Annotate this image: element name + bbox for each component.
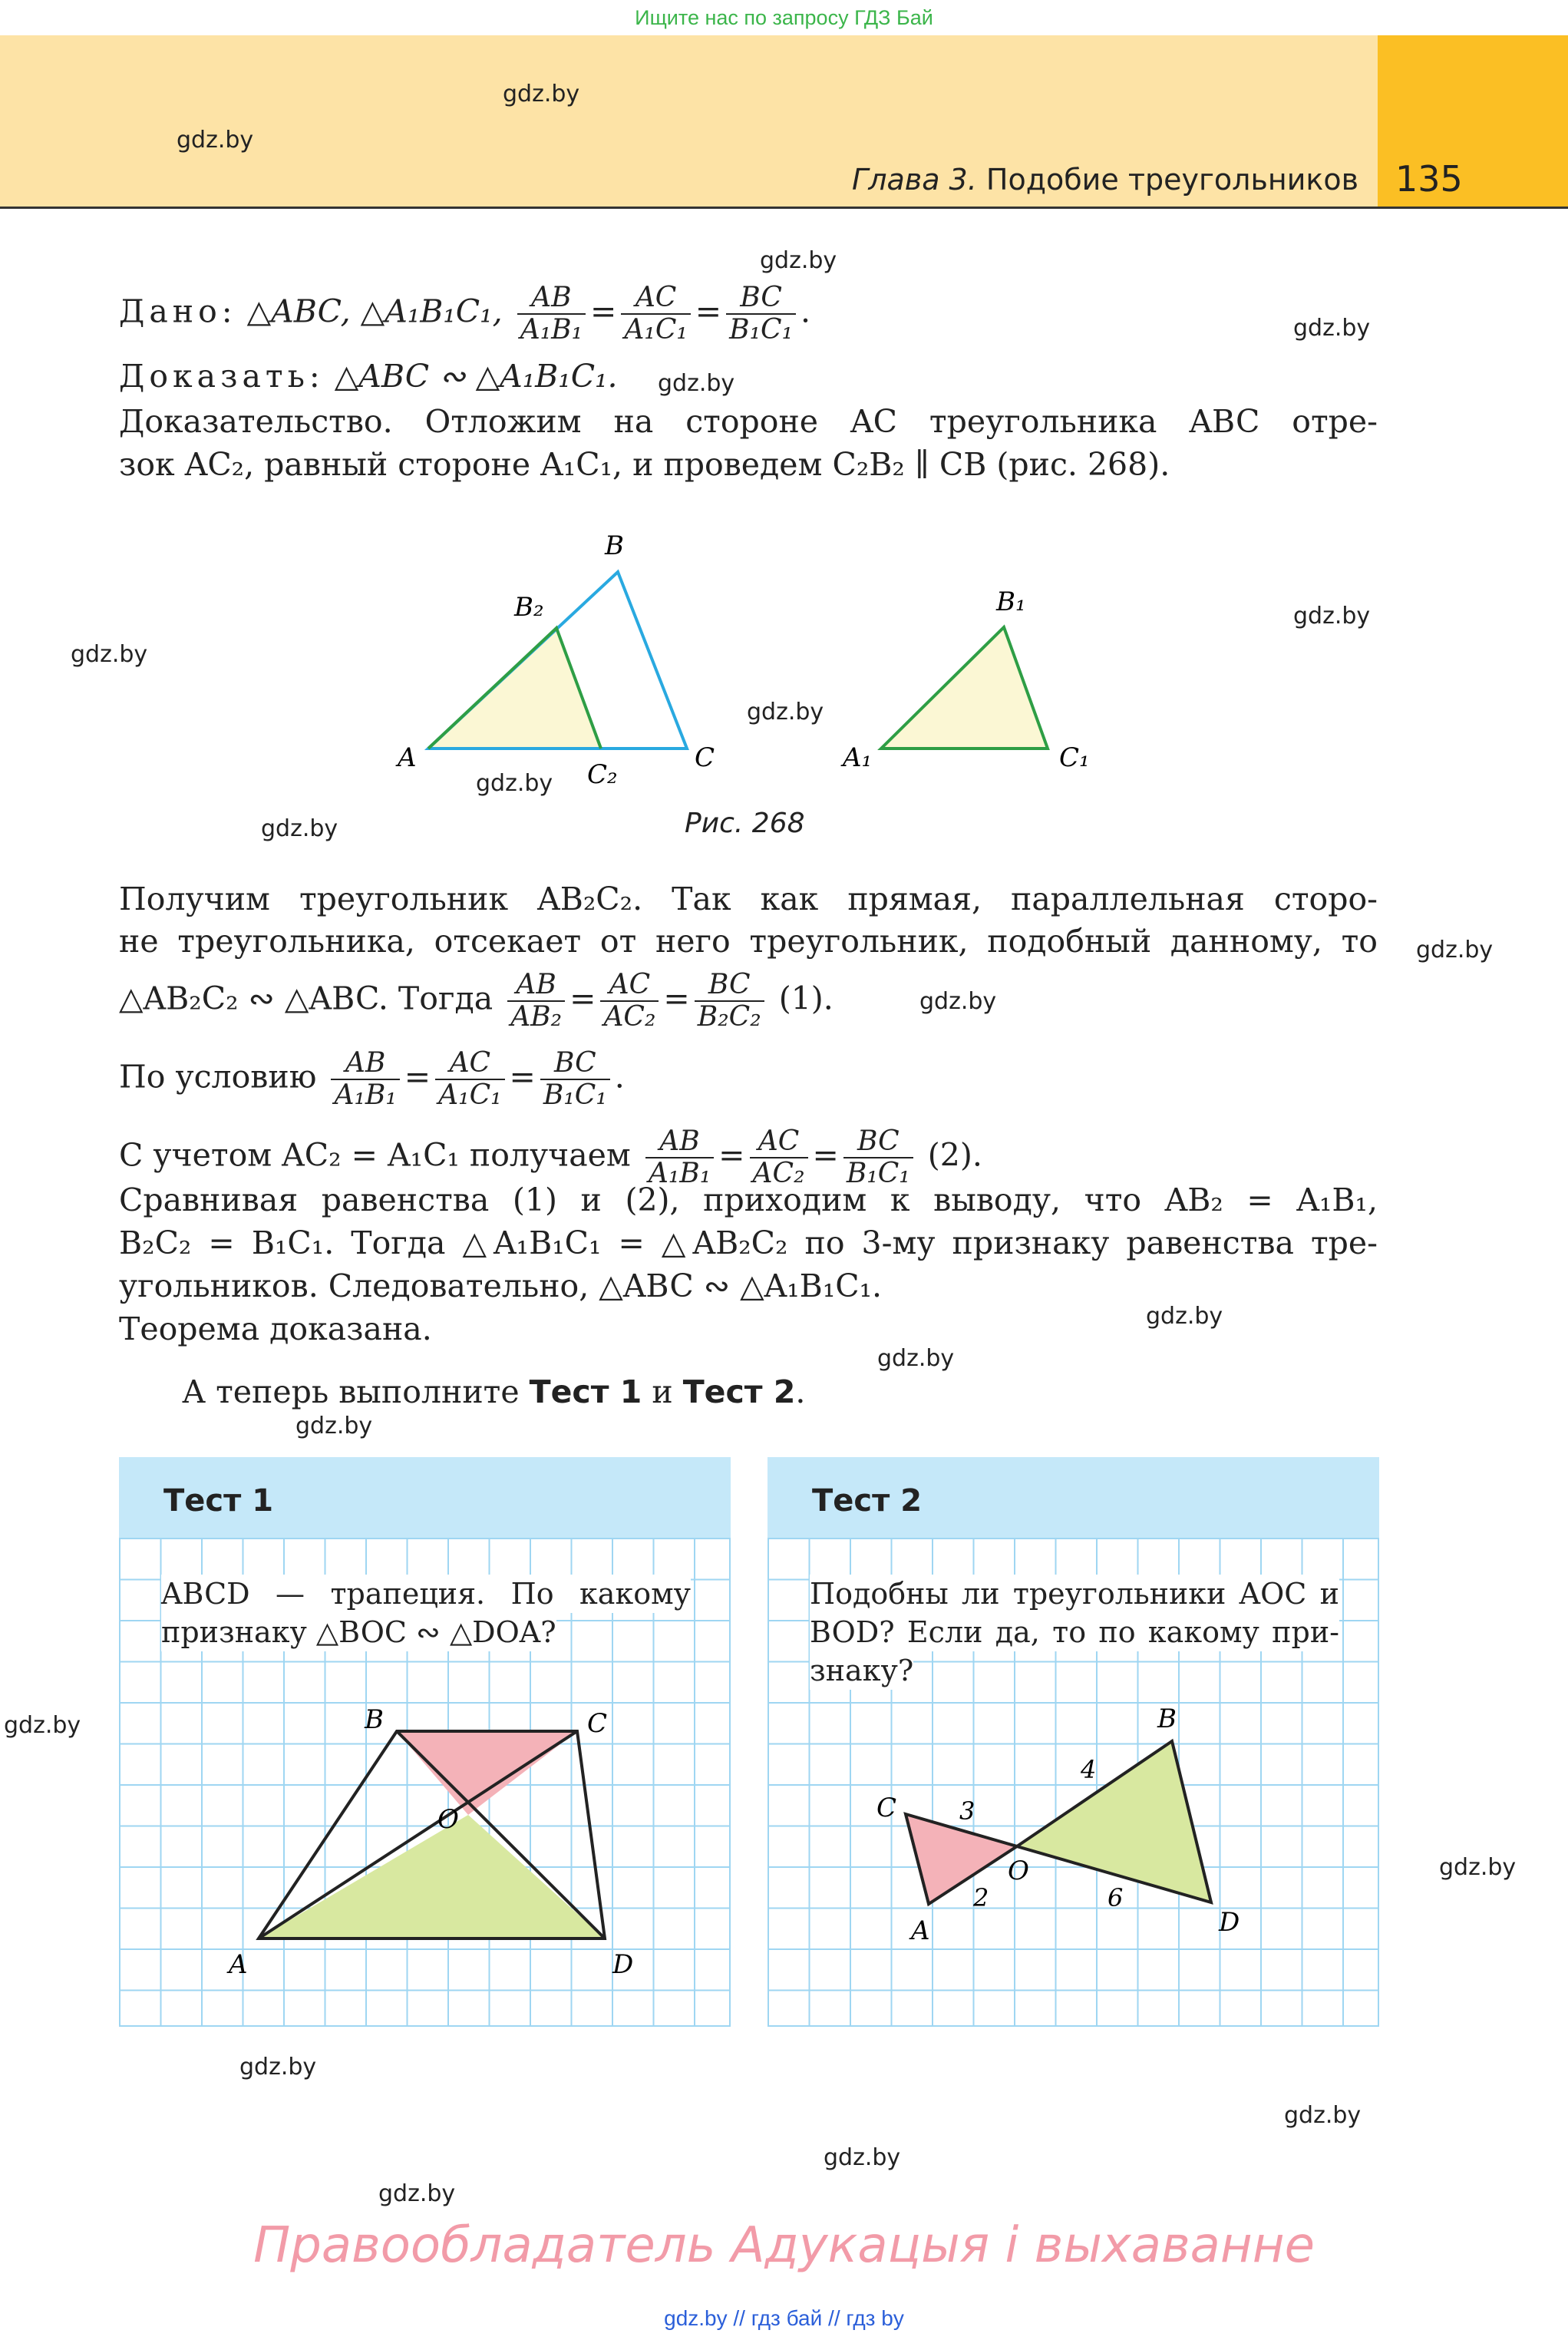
watermark: gdz.by bbox=[1416, 937, 1494, 963]
triangle-doa bbox=[259, 1815, 605, 1938]
triangle-boc bbox=[397, 1731, 577, 1815]
label-c: C bbox=[695, 742, 715, 773]
fraction: $\frac{AB}{\text{A₁B₁}}$ bbox=[517, 283, 586, 345]
test1-title: Тест 1 bbox=[119, 1457, 731, 1538]
triangle-bod bbox=[1017, 1741, 1211, 1902]
label-c1: C₁ bbox=[1059, 742, 1090, 773]
fraction: $\frac{BC}{\text{B₁C₁}}$ bbox=[843, 1126, 913, 1189]
watermark: gdz.by bbox=[658, 370, 735, 397]
test1-question-line1: ABCD — трапеция. По какому bbox=[161, 1575, 691, 1613]
p4-line3: угольников. Следовательно, △ABC ∾ △A₁B₁C₁. bbox=[119, 1268, 883, 1304]
segment-bo: 4 bbox=[1081, 1755, 1097, 1784]
proof-intro-line1: Доказательство. Отложим на стороне AC треугольника ABC отре- bbox=[119, 403, 1378, 440]
label-b2: B₂ bbox=[514, 592, 544, 623]
watermark: gdz.by bbox=[760, 247, 837, 274]
label-a1: A₁ bbox=[843, 742, 873, 773]
proof-intro-line2: зок AC₂, равный стороне A₁C₁, и проведем C₂B₂ ∥ CB (рис. 268). bbox=[119, 446, 1170, 483]
label-d: D bbox=[612, 1949, 634, 1980]
given-line: Дано: △ABC, △A₁B₁C₁, $\frac{AB}{\text{A₁B₁}}$ = $\frac{AC}{\text{A₁C₁}}$ = $\frac{BC}{\text{B₁C₁}}$ . bbox=[119, 282, 811, 345]
test1-question-line2: признаку △BOC ∾ △DOA? bbox=[161, 1613, 556, 1651]
watermark: gdz.by bbox=[71, 641, 148, 668]
triangle-aoc bbox=[906, 1814, 1017, 1904]
fraction: $\frac{AB}{\text{AB₂}}$ bbox=[507, 970, 565, 1033]
fraction: $\frac{AB}{\text{A₁B₁}}$ bbox=[331, 1048, 399, 1111]
fraction: $\frac{AC}{\text{AC₂}}$ bbox=[600, 970, 659, 1033]
watermark: gdz.by bbox=[503, 81, 580, 107]
watermark: gdz.by bbox=[295, 1413, 373, 1439]
test2-question-line2: BOD? Если да, то по какому при- bbox=[810, 1613, 1339, 1651]
test1-card bbox=[119, 1457, 731, 2027]
test2-title: Тест 2 bbox=[767, 1457, 1379, 1538]
test2-question-line3: знаку? bbox=[810, 1651, 913, 1690]
label-a: A bbox=[911, 1915, 930, 1946]
watermark: gdz.by bbox=[239, 2054, 317, 2081]
watermark: gdz.by bbox=[1284, 2102, 1362, 2129]
test1-trapezoid bbox=[119, 1457, 731, 2027]
footer-links[interactable]: gdz.by // гдз бай // гдз by bbox=[664, 2306, 904, 2330]
watermark: gdz.by bbox=[747, 699, 824, 725]
chapter-title: Глава 3. Подобие треугольников bbox=[852, 163, 1358, 197]
fraction: $\frac{AC}{\text{A₁C₁}}$ bbox=[621, 283, 690, 345]
test2-card bbox=[767, 1457, 1379, 2027]
p2-line: По условию $\frac{AB}{\text{A₁B₁}}$ = $\frac{AC}{\text{A₁C₁}}$ = $\frac{BC}{\text{B₁C₁}}$ . bbox=[119, 1047, 625, 1111]
label-b: B bbox=[1157, 1704, 1177, 1734]
watermark: gdz.by bbox=[1293, 603, 1371, 630]
watermark: gdz.by bbox=[1439, 1854, 1517, 1881]
segment-co: 3 bbox=[959, 1796, 975, 1826]
tests-prompt: А теперь выполните Тест 1 и Тест 2. bbox=[182, 1373, 806, 1410]
label-a: A bbox=[229, 1949, 248, 1980]
figure-caption: Рис. 268 bbox=[685, 808, 805, 839]
watermark: gdz.by bbox=[378, 2180, 456, 2207]
segment-do: 6 bbox=[1108, 1883, 1124, 1912]
watermark: gdz.by bbox=[1146, 1303, 1223, 1330]
fraction: $\frac{BC}{\text{B₁C₁}}$ bbox=[540, 1048, 610, 1111]
page-number: 135 bbox=[1395, 158, 1463, 200]
copyright-holder: Правообладатель Адукацыя і выхаванне bbox=[253, 2217, 1315, 2274]
label-d: D bbox=[1219, 1907, 1240, 1938]
test2-triangles bbox=[767, 1457, 1379, 2027]
watermark: gdz.by bbox=[877, 1345, 955, 1372]
segment-ao: 2 bbox=[973, 1883, 989, 1912]
watermark: gdz.by bbox=[919, 988, 997, 1015]
fill-triangle-ab2c2 bbox=[428, 628, 601, 749]
fraction: $\frac{AC}{\text{A₁C₁}}$ bbox=[435, 1048, 504, 1111]
watermark: gdz.by bbox=[1293, 315, 1371, 342]
test2-question-line1: Подобны ли треугольники AOC и bbox=[810, 1575, 1339, 1613]
label-c: C bbox=[876, 1793, 897, 1823]
watermark: gdz.by bbox=[261, 815, 338, 842]
fraction: $\frac{AB}{\text{A₁B₁}}$ bbox=[645, 1126, 714, 1189]
watermark: gdz.by bbox=[824, 2144, 901, 2171]
label-o: O bbox=[1008, 1856, 1029, 1886]
p4-line1: Сравнивая равенства (1) и (2), приходим к выводу, что AB₂ = A₁B₁, bbox=[119, 1182, 1378, 1218]
watermark: gdz.by bbox=[4, 1712, 81, 1739]
header-divider bbox=[0, 207, 1568, 209]
prove-line: Доказать: △ABC ∾ △A₁B₁C₁. bbox=[119, 358, 618, 395]
p1-line2: не треугольника, отсекает от него треугольник, подобный данному, то bbox=[119, 923, 1378, 960]
fraction: $\frac{AC}{\text{AC₂}}$ bbox=[750, 1126, 808, 1189]
p1-line3: △AB₂C₂ ∾ △ABC. Тогда $\frac{AB}{\text{AB₂}}$ = $\frac{AC}{\text{AC₂}}$ = $\frac{BC}{\text{B₂C₂}}$ (1). bbox=[119, 969, 834, 1033]
label-b: B bbox=[365, 1704, 384, 1735]
triangle-a1b1c1 bbox=[881, 627, 1048, 749]
top-banner: Ищите нас по запросу ГДЗ Бай bbox=[635, 6, 933, 29]
label-c: C bbox=[587, 1708, 608, 1739]
figure-268 bbox=[384, 522, 1151, 798]
label-o: O bbox=[437, 1804, 459, 1835]
label-b1: B₁ bbox=[996, 587, 1026, 617]
watermark: gdz.by bbox=[177, 127, 254, 154]
fraction: $\frac{BC}{\text{B₂C₂}}$ bbox=[695, 970, 764, 1033]
p4-line4: Теорема доказана. bbox=[119, 1310, 432, 1347]
p3-line: С учетом AC₂ = A₁C₁ получаем $\frac{AB}{\text{A₁B₁}}$ = $\frac{AC}{\text{AC₂}}$ = $\frac{BC}{\text{B₁C₁}}$ (2). bbox=[119, 1125, 982, 1189]
label-a: A bbox=[398, 742, 417, 773]
p4-line2: B₂C₂ = B₁C₁. Тогда △A₁B₁C₁ = △AB₂C₂ по 3-му признаку равенства тре- bbox=[119, 1225, 1378, 1261]
p1-line1: Получим треугольник AB₂C₂. Так как прямая, параллельная сторо- bbox=[119, 881, 1378, 917]
fraction: $\frac{BC}{\text{B₁C₁}}$ bbox=[726, 283, 796, 345]
label-b: B bbox=[605, 530, 624, 561]
label-c2: C₂ bbox=[587, 759, 618, 790]
watermark: gdz.by bbox=[476, 770, 553, 797]
